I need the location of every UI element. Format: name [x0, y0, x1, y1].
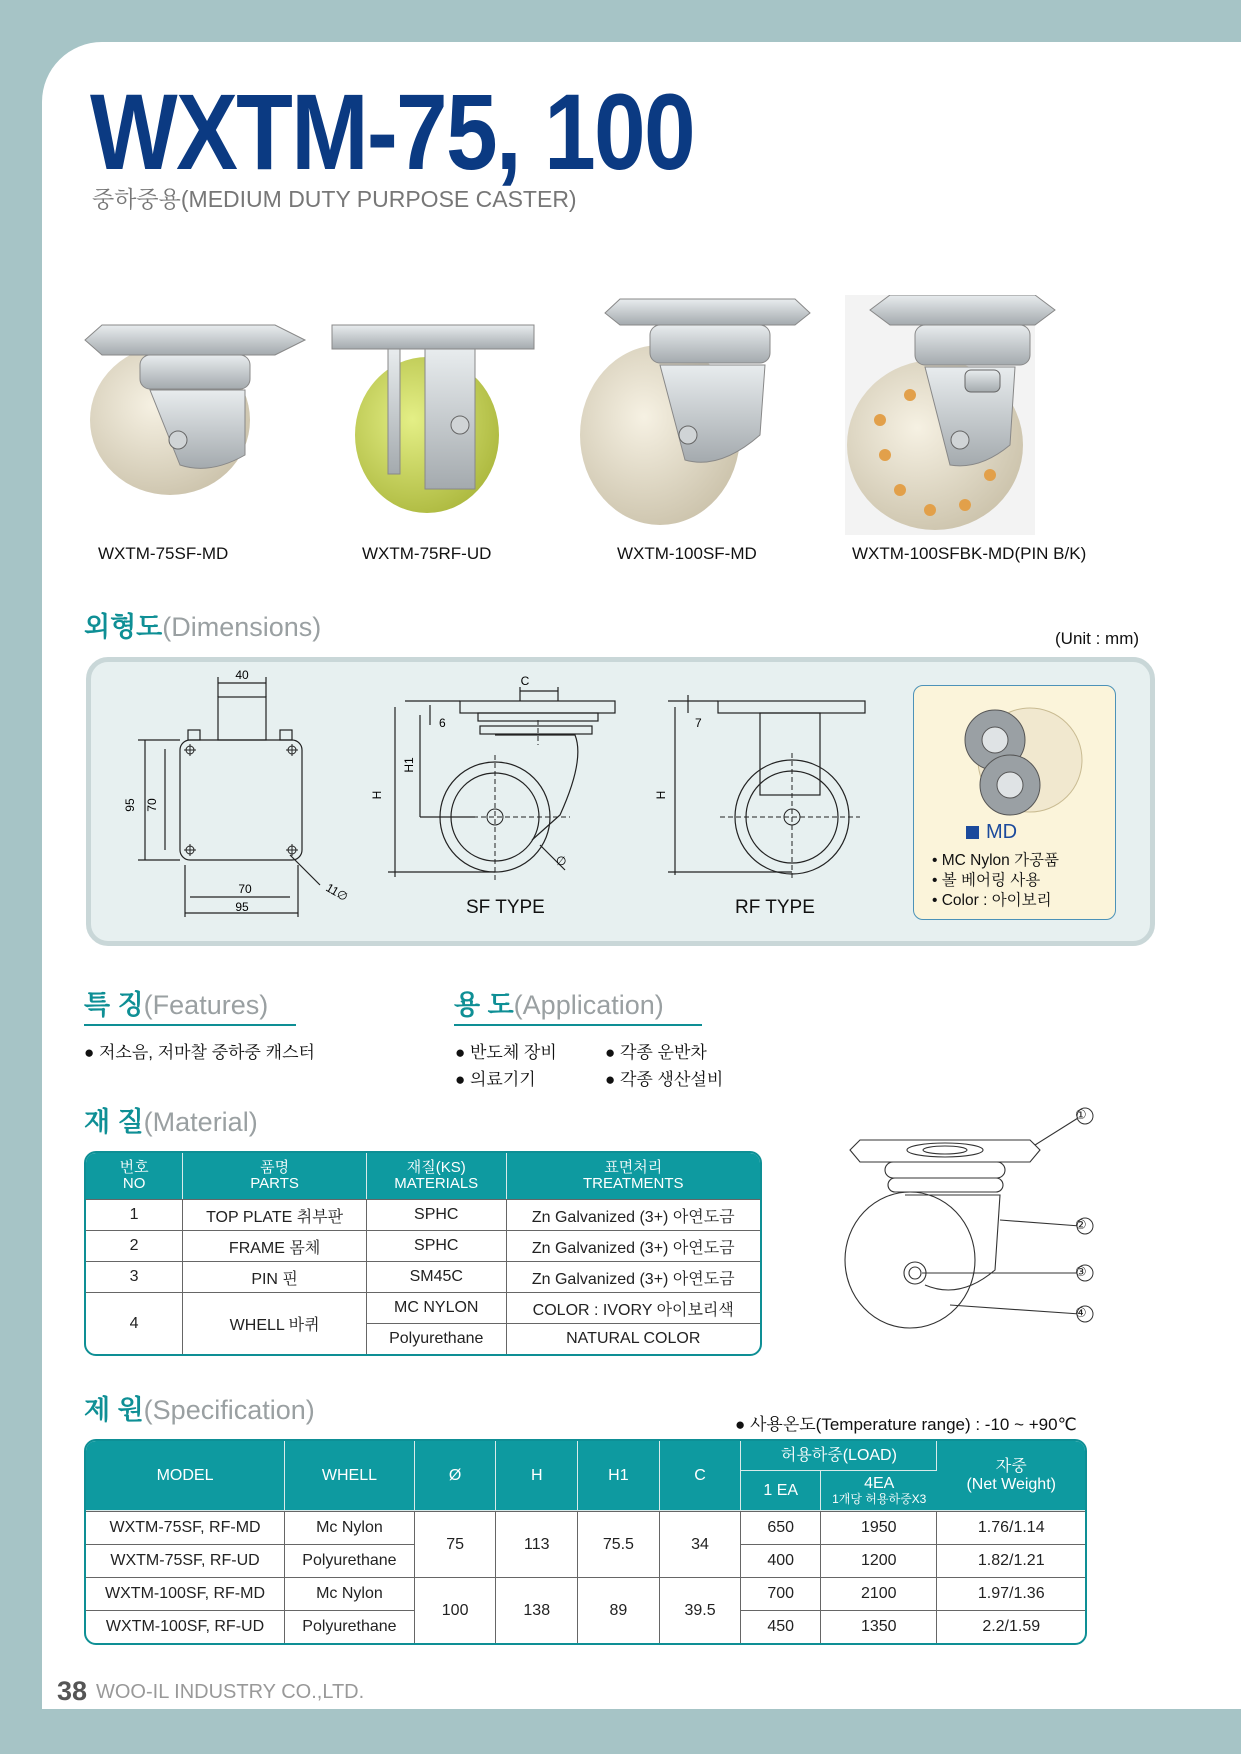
material-header-parts: 품명 PARTS — [183, 1153, 367, 1199]
material-title-en: (Material) — [143, 1107, 258, 1137]
product-image-3 — [580, 299, 810, 525]
material-title-ko: 재 질 — [84, 1107, 144, 1137]
sf-type-label: SF TYPE — [466, 897, 545, 918]
spec-heading — [84, 1397, 315, 1424]
spec-title-ko: 제 원 — [84, 1395, 144, 1425]
product-label-3: WXTM-100SF-MD — [617, 544, 757, 563]
table-row: WXTM-100SF, RF-MD Mc Nylon 100 138 89 39.5 700 2100 1.97/1.36 — [86, 1577, 1085, 1610]
product-image-2 — [332, 325, 534, 513]
features-underline — [84, 1024, 296, 1026]
dimensions-title-ko: 외형도 — [84, 612, 163, 642]
features-title-ko: 특 징 — [84, 990, 144, 1020]
temperature-range: ● 사용온도(Temperature range) : -10 ~ +90℃ — [735, 1415, 1077, 1434]
company-name: WOO-IL INDUSTRY CO.,LTD. — [96, 1681, 365, 1703]
spec-header-c: C — [660, 1441, 742, 1511]
material-header-materials: 재질(KS) MATERIALS — [367, 1153, 507, 1199]
dim-sf-c: C — [520, 674, 530, 688]
dim-sf-h: H — [370, 790, 384, 800]
callout-1: ① — [1075, 1107, 1087, 1122]
table-row: 1 TOP PLATE 취부판 SPHC Zn Galvanized (3+) 아연도금 — [86, 1199, 760, 1230]
features-heading — [84, 992, 268, 1019]
dimensions-title-en: (Dimensions) — [162, 612, 322, 642]
rf-type-label: RF TYPE — [735, 897, 815, 918]
dimension-drawings — [120, 665, 880, 935]
spec-header-dia: Ø — [415, 1441, 497, 1511]
table-row: WXTM-75SF, RF-UD Polyurethane 400 1200 1.82/1.21 — [86, 1544, 1085, 1577]
application-item-2: ● 각종 운반차 — [605, 1043, 707, 1062]
page-number: 38 — [57, 1676, 88, 1706]
md-note-2: • 볼 베어링 사용 — [932, 872, 1041, 889]
application-item-1: ● 반도체 장비 — [455, 1043, 557, 1062]
dimensions-heading — [84, 614, 321, 641]
dim-plate-top: 40 — [235, 668, 249, 682]
spec-header-weight: 자중 (Net Weight) — [937, 1441, 1085, 1511]
product-image-1 — [85, 325, 305, 495]
table-row: 3 PIN 핀 SM45C Zn Galvanized (3+) 아연도금 — [86, 1261, 760, 1292]
application-item-4: ● 각종 생산설비 — [605, 1070, 724, 1089]
md-wheel-image — [950, 695, 1085, 820]
feature-item-1: ● 저소음, 저마찰 중하중 캐스터 — [84, 1043, 315, 1062]
table-row: Polyurethane NATURAL COLOR — [86, 1323, 760, 1354]
page-title: WXTM-75, 100 — [90, 71, 694, 192]
material-header-treatments: 표면처리 TREATMENTS — [507, 1153, 760, 1199]
table-row: 4 WHELL 바퀴 MC NYLON COLOR : IVORY 아이보리색 — [86, 1292, 760, 1323]
application-item-3: ● 의료기기 — [455, 1070, 536, 1089]
spec-table — [84, 1439, 1087, 1645]
application-title-en: (Application) — [513, 990, 664, 1020]
product-label-4: WXTM-100SFBK-MD(PIN B/K) — [852, 544, 1087, 563]
dim-plate-w-inner: 70 — [238, 882, 252, 896]
dim-rf-h: H — [654, 790, 668, 800]
material-callout-drawing — [830, 1100, 1100, 1350]
material-header-no: 번호 NO — [86, 1153, 183, 1199]
table-row: 2 FRAME 몸체 SPHC Zn Galvanized (3+) 아연도금 — [86, 1230, 760, 1261]
spec-header-row-1 — [86, 1441, 1085, 1471]
spec-header-h: H — [496, 1441, 578, 1511]
product-label-1: WXTM-75SF-MD — [98, 544, 229, 563]
application-title-ko: 용 도 — [454, 990, 514, 1020]
product-label-2: WXTM-75RF-UD — [362, 544, 492, 563]
spec-header-h1: H1 — [578, 1441, 660, 1511]
callout-2: ② — [1075, 1217, 1087, 1232]
md-note-1: • MC Nylon 가공품 — [932, 852, 1059, 869]
dim-rf-gap: 7 — [695, 716, 702, 730]
table-row: WXTM-75SF, RF-MD Mc Nylon 75 113 75.5 34 650 1950 1.76/1.14 — [86, 1511, 1085, 1544]
dim-plate-hole: 11∅ — [323, 880, 351, 905]
callout-3: ③ — [1075, 1264, 1087, 1279]
product-image-4 — [845, 295, 1055, 535]
page-subtitle: 중하중용(MEDIUM DUTY PURPOSE CASTER) — [92, 186, 577, 212]
spec-header-4ea: 4EA 1개당 허용하중X3 — [821, 1471, 937, 1511]
unit-label: (Unit : mm) — [1055, 629, 1140, 648]
callout-4: ④ — [1075, 1305, 1087, 1320]
md-title: MD — [986, 821, 1018, 843]
dim-sf-h1: H1 — [402, 757, 416, 773]
spec-header-model: MODEL — [86, 1441, 285, 1511]
dim-sf-dia: ∅ — [556, 854, 567, 868]
dim-plate-h-outer: 95 — [123, 798, 137, 812]
spec-header-whell: WHELL — [285, 1441, 415, 1511]
features-title-en: (Features) — [143, 990, 269, 1020]
dim-plate-h-inner: 70 — [145, 798, 159, 812]
table-row: WXTM-100SF, RF-UD Polyurethane 450 1350 2.2/1.59 — [86, 1610, 1085, 1643]
material-table — [84, 1151, 762, 1356]
spec-header-load: 허용하중(LOAD) — [741, 1441, 937, 1471]
product-photos — [80, 295, 1100, 563]
application-underline — [454, 1024, 702, 1026]
material-header-row — [86, 1153, 760, 1199]
application-heading — [454, 992, 664, 1019]
md-note-3: • Color : 아이보리 — [932, 892, 1052, 909]
material-heading — [84, 1109, 258, 1136]
dim-sf-gap: 6 — [439, 716, 446, 730]
spec-header-1ea: 1 EA — [741, 1471, 821, 1511]
spec-title-en: (Specification) — [143, 1395, 315, 1425]
dim-plate-w-outer: 95 — [235, 900, 249, 914]
md-square-icon — [966, 826, 979, 839]
